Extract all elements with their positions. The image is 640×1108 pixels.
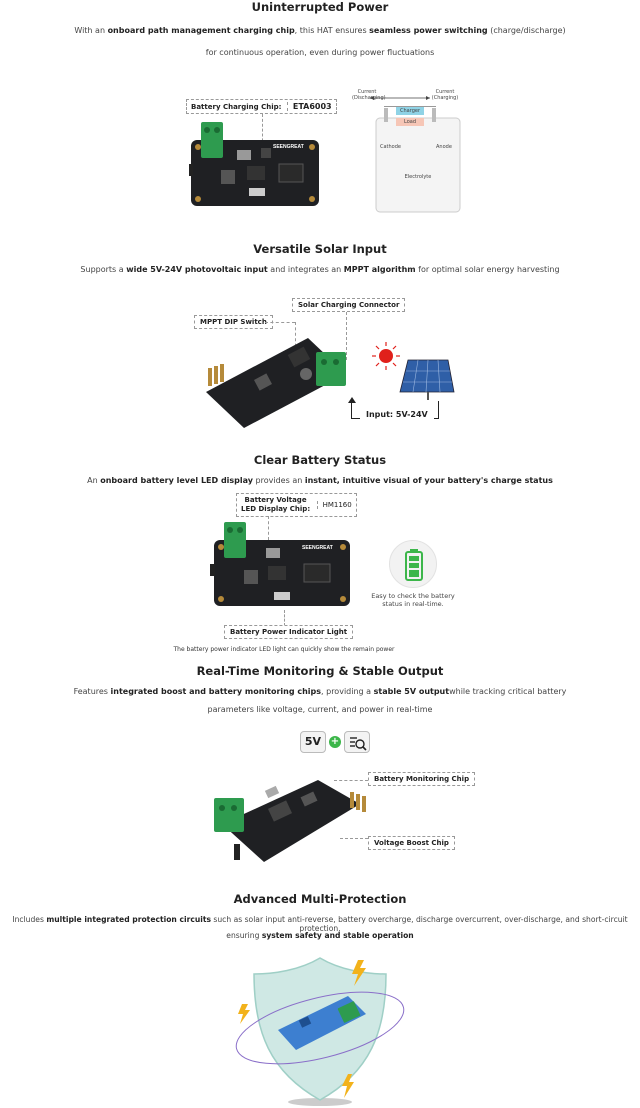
callout-indicator-light: Battery Power Indicator Light (224, 625, 353, 639)
anode-label: Anode (436, 144, 452, 150)
desc-bold: integrated boost and battery monitoring chips (110, 687, 322, 696)
section-desc-protection-line2 (0, 931, 640, 940)
callout-solar-connector: Solar Charging Connector (292, 298, 405, 312)
callout-monitoring-chip: Battery Monitoring Chip (368, 772, 475, 786)
board-brand-label: SEENGREAT (273, 144, 304, 150)
desc-bold: onboard battery level LED display (100, 476, 254, 485)
desc-text: Supports a (80, 265, 127, 274)
desc-text: , providing a (321, 687, 374, 696)
desc-bold: wide 5V-24V photovoltaic input (126, 265, 268, 274)
load-label: Load (404, 119, 416, 125)
section-desc-solar (0, 265, 640, 274)
badge-monitor (344, 731, 370, 753)
easy-check-line: Easy to check the battery (371, 592, 455, 600)
desc-bold: multiple integrated protection circuits (46, 915, 211, 924)
battery-easy-check-text (360, 592, 466, 608)
desc-text: ensuring (226, 931, 262, 940)
desc-bold: stable 5V output (373, 687, 450, 696)
desc-text: Includes (12, 915, 47, 924)
section-desc-power-line2: for continuous operation, even during power fluctuations (205, 48, 435, 57)
plus-icon: + (330, 736, 340, 747)
desc-text: provides an (253, 476, 305, 485)
callout-led-chip (236, 493, 357, 517)
callout-charging-chip (186, 99, 337, 114)
search-list-icon (345, 732, 371, 754)
solar-panel-illustration (368, 338, 456, 400)
cathode-label: Cathode (380, 144, 401, 150)
charger-label: Charger (400, 108, 420, 114)
desc-bold: MPPT algorithm (343, 265, 416, 274)
board-image-battery (210, 520, 354, 612)
callout-boost-chip: Voltage Boost Chip (368, 836, 455, 850)
section-desc-power (0, 26, 640, 35)
desc-text: An (87, 476, 101, 485)
section-title-solar: Versatile Solar Input (253, 242, 387, 256)
easy-check-line: status in real-time. (382, 600, 444, 608)
callout-label: Battery Charging Chip: (191, 103, 282, 111)
desc-bold: system safety and stable operation (261, 931, 414, 940)
section-title-monitoring: Real-Time Monitoring & Stable Output (196, 664, 444, 678)
battery-status-circle (389, 540, 437, 588)
desc-text: (charge/discharge) (487, 26, 566, 35)
section-desc-monitoring (0, 687, 640, 696)
callout-label: LED Display Chip: (241, 505, 311, 513)
current-charging-label: Current (Charging) (431, 89, 459, 101)
desc-text: With an (74, 26, 108, 35)
input-voltage-label: Input: 5V-24V (360, 410, 434, 419)
desc-text: Features (73, 687, 111, 696)
section-title-battery: Clear Battery Status (253, 453, 387, 467)
arrow-up-icon (348, 397, 356, 403)
section-desc-battery (0, 476, 640, 485)
section-title-power: Uninterrupted Power (251, 0, 389, 14)
badge-5v: 5V (300, 731, 326, 753)
callout-label: Battery Voltage (244, 496, 307, 504)
protection-shield-illustration (230, 952, 410, 1108)
board-image-solar (196, 330, 364, 430)
callout-value: ETA6003 (287, 102, 332, 111)
desc-text: and integrates an (267, 265, 344, 274)
desc-text: such as solar input anti-reverse, battery overcharge, discharge overcurrent, over-discharge, and short-circuit protection, (210, 915, 628, 933)
desc-text: for optimal solar energy harvesting (415, 265, 560, 274)
callout-mppt-switch: MPPT DIP Switch (194, 315, 273, 329)
battery-full-icon (390, 541, 438, 589)
section-desc-monitoring-line2: parameters like voltage, current, and power in real-time (207, 705, 433, 714)
section-title-protection: Advanced Multi-Protection (233, 892, 407, 906)
battery-note: The battery power indicator LED light can quickly show the remain power (173, 646, 395, 653)
board-brand-label: SEENGREAT (302, 545, 333, 551)
desc-text: , this HAT ensures (294, 26, 370, 35)
current-discharging-label: Current (Discharging) (352, 89, 386, 101)
desc-bold: seamless power switching (369, 26, 488, 35)
battery-diagram (346, 86, 466, 214)
desc-bold: instant, intuitive visual of your battery's charge status (304, 476, 553, 485)
board-image-power (189, 118, 323, 210)
desc-bold: onboard path management charging chip (107, 26, 295, 35)
callout-value: HM1160 (317, 501, 352, 509)
electrolyte-label: Electrolyte (404, 174, 432, 180)
desc-text: while tracking critical battery (449, 687, 567, 696)
